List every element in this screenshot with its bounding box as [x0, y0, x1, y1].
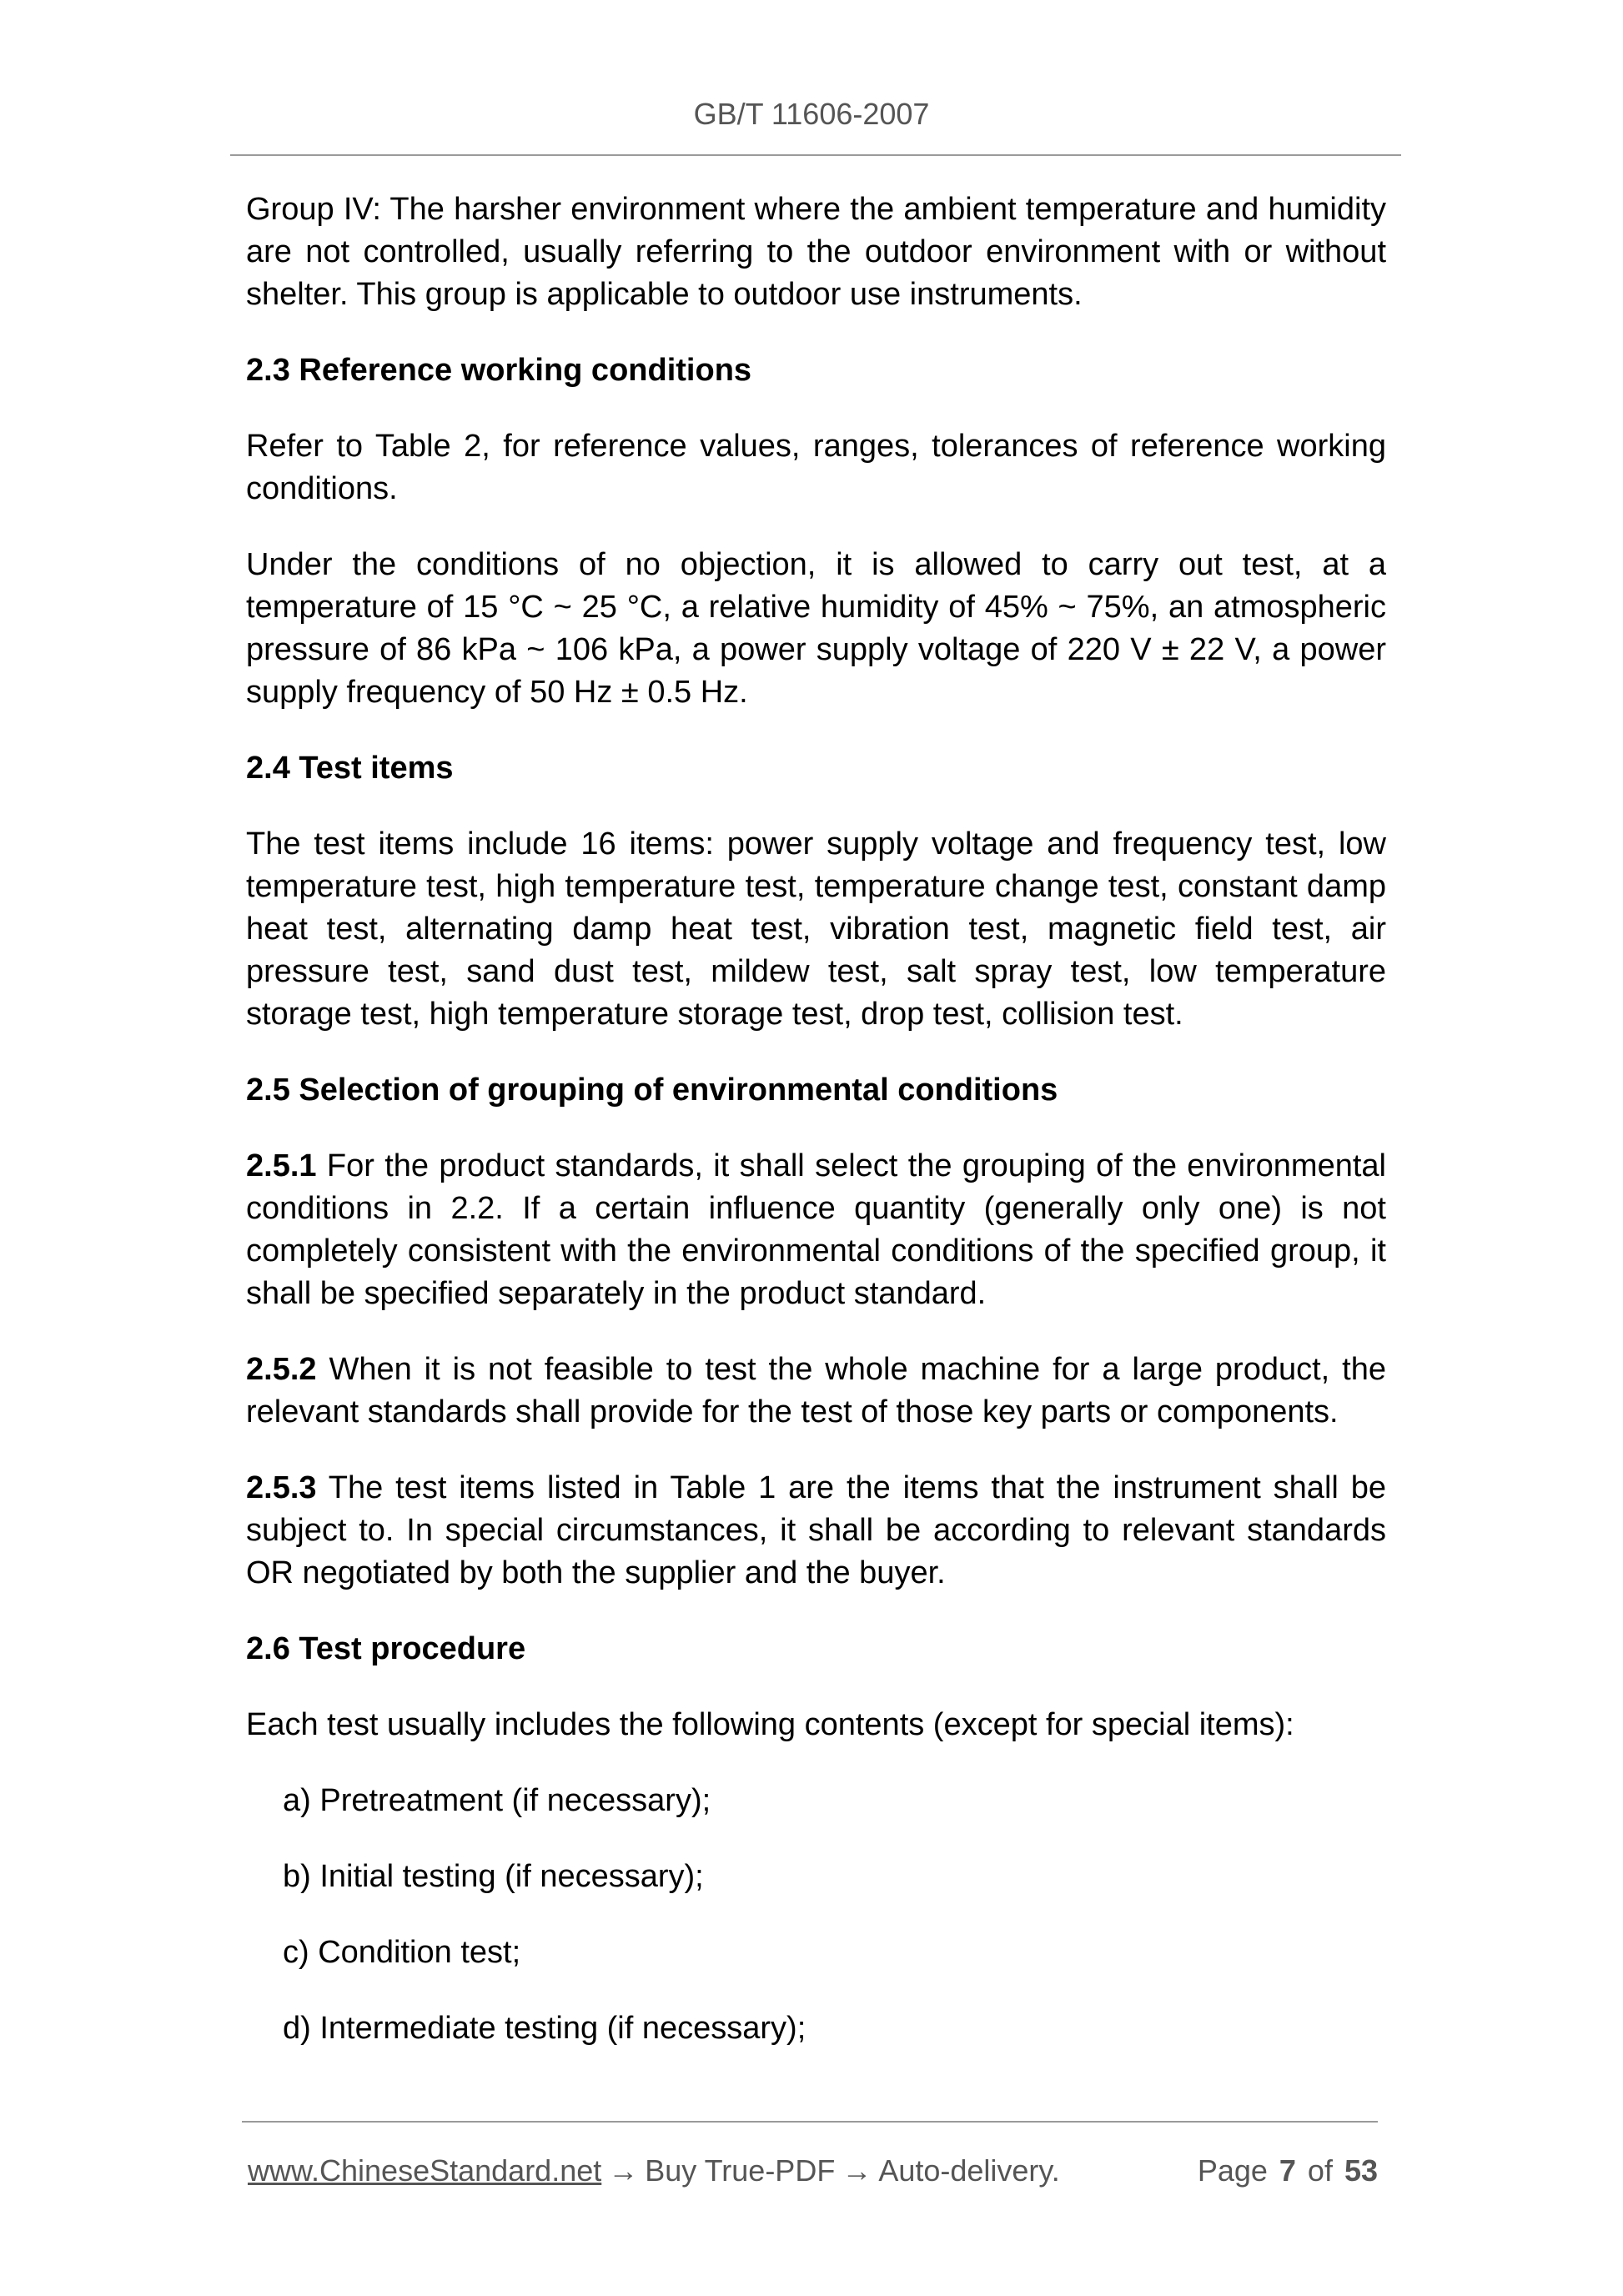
section-2-4-heading: 2.4 Test items [246, 751, 454, 786]
arrow-right-icon: → [842, 2153, 872, 2188]
page-label: Page [1197, 2153, 1268, 2188]
section-2-3-paragraph-2: Under the conditions of no objection, it is allowed to carry out test, at a temperature of 15 °C ~ 25 °C, a relative humidity of 45% ~ 75%, an atmospheric pressure of 86 kPa ~ 106 kPa, a power supply voltage of 220 V ± 22 V, a power supply frequency of 50 Hz ± 0.5 Hz. [246, 547, 1386, 710]
buy-text: Buy True-PDF [645, 2153, 836, 2188]
section-2-5-heading: 2.5 Selection of grouping of environmental conditions [246, 1073, 1058, 1108]
page-current: 7 [1279, 2153, 1296, 2188]
list-item: d) Intermediate testing (if necessary); [283, 2011, 806, 2046]
clause-text: The test items listed in Table 1 are the items that the instrument shall be subject to. In special circumstances, it shall be according to relevant standards OR negotiated by both the supplier and the buyer. [246, 1470, 1386, 1590]
page-of-label: of [1307, 2153, 1333, 2188]
clause-number: 2.5.3 [246, 1470, 317, 1505]
section-2-6-heading: 2.6 Test procedure [246, 1631, 526, 1666]
group-iv-paragraph: Group IV: The harsher environment where the ambient temperature and humidity are not controlled, usually referring to the outdoor environment with or without shelter. This group is applicable to outdoor use instruments. [246, 192, 1386, 312]
clause-2-5-2 [246, 1349, 1386, 1434]
list-item: b) Initial testing (if necessary); [283, 1859, 704, 1894]
page-footer [248, 2153, 1378, 2188]
clause-text: When it is not feasible to test the whole machine for a large product, the relevant standards shall provide for the test of those key parts or components. [246, 1352, 1386, 1429]
clause-2-5-1 [246, 1145, 1386, 1315]
website-link[interactable]: www.ChineseStandard.net [248, 2153, 602, 2188]
arrow-right-icon: → [608, 2153, 639, 2188]
section-2-3-paragraph-1: Refer to Table 2, for reference values, ranges, tolerances of reference working conditions. [246, 429, 1386, 506]
page-content [246, 188, 1386, 2083]
document-code: GB/T 11606-2007 [693, 97, 930, 131]
delivery-text: Auto-delivery. [878, 2153, 1060, 2188]
list-item: c) Condition test; [283, 1935, 521, 1970]
section-2-4-paragraph: The test items include 16 items: power supply voltage and frequency test, low temperature test, high temperature test, temperature change test, constant damp heat test, alternating damp heat test, vibration test, magnetic field test, air pressure test, sand dust test, mildew test, salt spray test, low temperature storage test, high temperature storage test, drop test, collision test. [246, 826, 1386, 1032]
clause-number: 2.5.2 [246, 1352, 317, 1387]
clause-2-5-3 [246, 1467, 1386, 1595]
clause-text: For the product standards, it shall select the grouping of the environmental conditions in 2.2. If a certain influence quantity (generally only one) is not completely consistent with the environmental conditions of the specified group, it shall be specified separately in the product standard. [246, 1148, 1386, 1311]
footer-divider [242, 2121, 1378, 2123]
page-indicator [1198, 2153, 1378, 2188]
section-2-3-heading: 2.3 Reference working conditions [246, 353, 752, 388]
list-item: a) Pretreatment (if necessary); [283, 1783, 711, 1818]
header-divider [230, 154, 1401, 156]
section-2-6-intro: Each test usually includes the following contents (except for special items): [246, 1707, 1294, 1742]
page-total: 53 [1344, 2153, 1378, 2188]
clause-number: 2.5.1 [246, 1148, 317, 1183]
footer-left [248, 2153, 1060, 2188]
